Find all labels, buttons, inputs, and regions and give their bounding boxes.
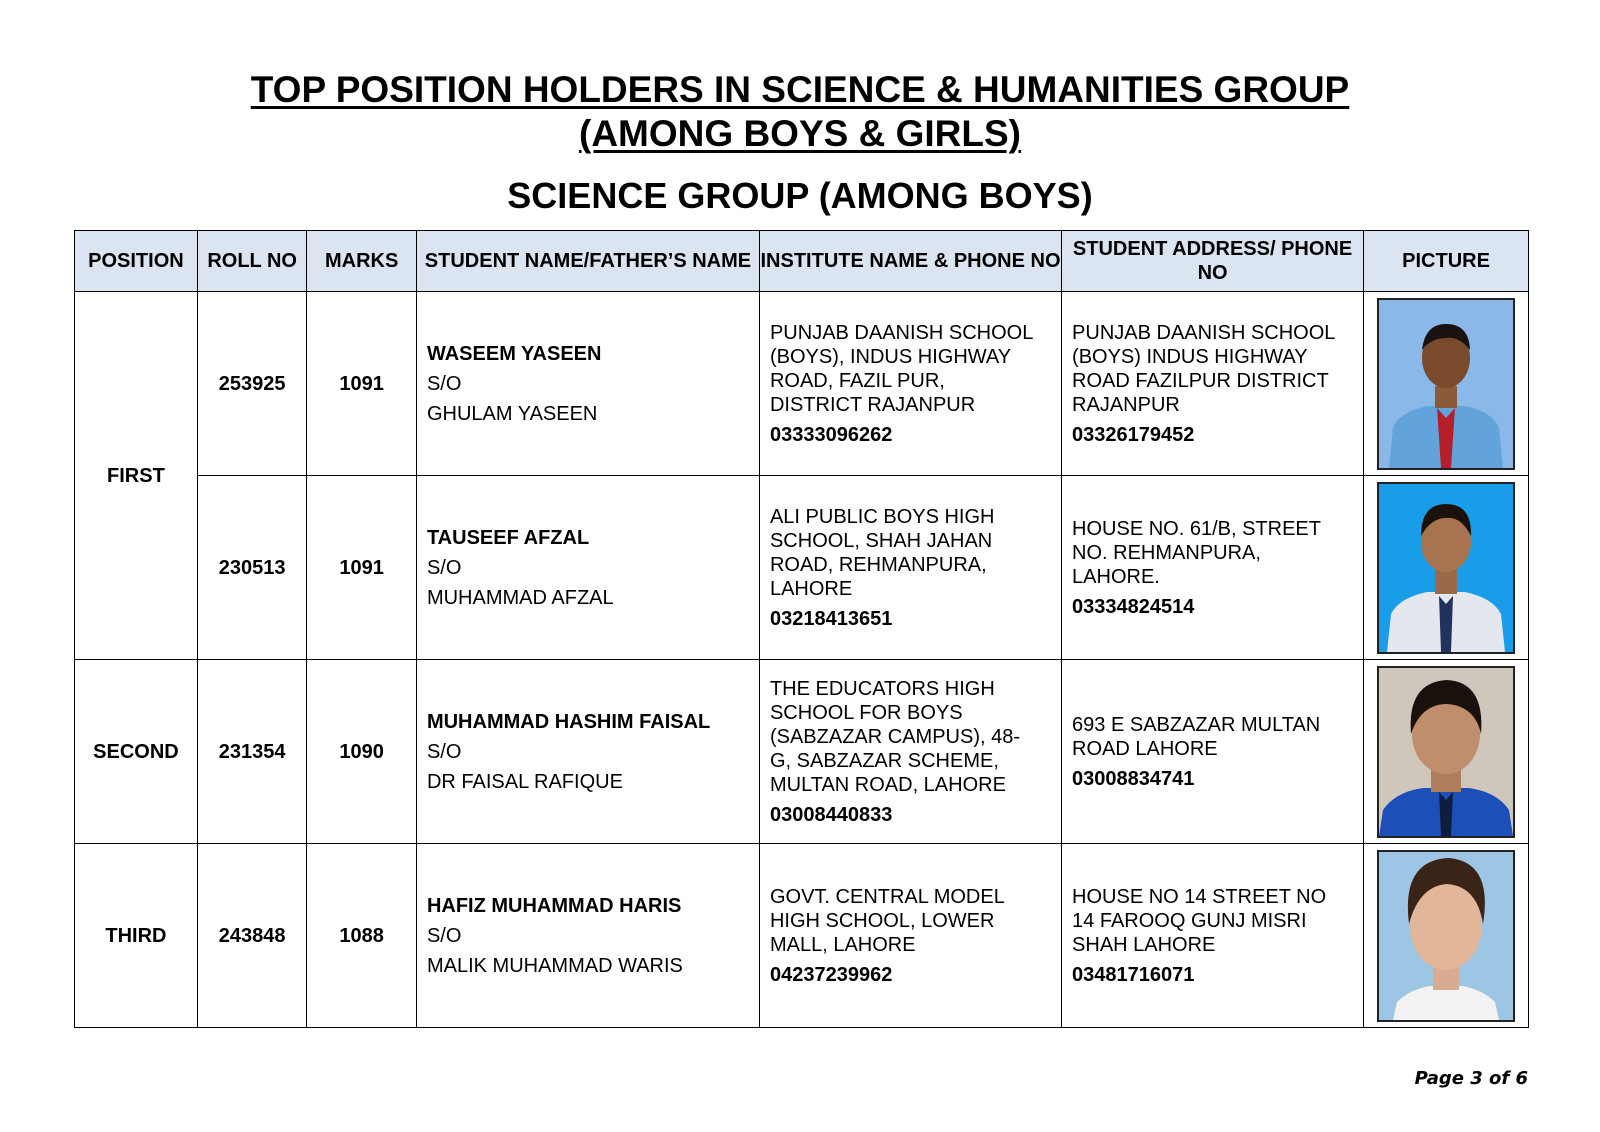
table-header-row bbox=[75, 231, 1529, 292]
institute-line: SCHOOL FOR BOYS bbox=[769, 701, 963, 724]
address-line: HOUSE NO. 61/B, STREET bbox=[1072, 517, 1321, 540]
address-line: RAJANPUR bbox=[1072, 393, 1180, 416]
address-line: ROAD FAZILPUR DISTRICT bbox=[1072, 369, 1329, 392]
marks-cell: 1091 bbox=[307, 292, 417, 476]
institute-line: DISTRICT RAJANPUR bbox=[769, 393, 976, 416]
institute-line: (SABZAZAR CAMPUS), 48- bbox=[769, 725, 1021, 748]
student-name-cell bbox=[416, 292, 759, 476]
address-line: LAHORE. bbox=[1072, 565, 1160, 588]
picture-cell bbox=[1364, 476, 1529, 660]
address-phone: 03326179452 bbox=[1072, 423, 1195, 446]
column-header-institute: INSTITUTE NAME & PHONE NO bbox=[759, 231, 1061, 292]
column-header-address: STUDENT ADDRESS/ PHONE NO bbox=[1062, 231, 1364, 292]
student-photo bbox=[1377, 850, 1515, 1022]
document-subtitle: (AMONG BOYS & GIRLS) bbox=[579, 113, 1021, 154]
institute-line: ALI PUBLIC BOYS HIGH bbox=[769, 505, 995, 528]
father-name: DR FAISAL RAFIQUE bbox=[426, 770, 623, 793]
relation: S/O bbox=[426, 740, 462, 763]
institute-phone: 04237239962 bbox=[769, 963, 893, 986]
institute-phone: 03218413651 bbox=[769, 607, 893, 630]
roll-no-cell: 243848 bbox=[197, 844, 307, 1028]
address-line: NO. REHMANPURA, bbox=[1072, 541, 1261, 564]
institute-line: SCHOOL, SHAH JAHAN bbox=[769, 529, 993, 552]
roll-no-cell: 230513 bbox=[197, 476, 307, 660]
father-name: GHULAM YASEEN bbox=[426, 402, 598, 425]
address-line: (BOYS) INDUS HIGHWAY bbox=[1072, 345, 1308, 368]
table-row bbox=[75, 292, 1529, 476]
address-cell bbox=[1062, 660, 1364, 844]
marks-cell: 1088 bbox=[307, 844, 417, 1028]
institute-line: THE EDUCATORS HIGH bbox=[769, 677, 995, 700]
institute-line: HIGH SCHOOL, LOWER bbox=[769, 909, 995, 932]
institute-line: GOVT. CENTRAL MODEL bbox=[769, 885, 1005, 908]
institute-cell bbox=[759, 660, 1061, 844]
institute-line: ROAD, REHMANPURA, bbox=[769, 553, 987, 576]
institute-cell bbox=[759, 844, 1061, 1028]
position-cell: THIRD bbox=[75, 844, 198, 1028]
address-cell bbox=[1062, 844, 1364, 1028]
document-title: TOP POSITION HOLDERS IN SCIENCE & HUMANITIES GROUP bbox=[250, 69, 1350, 110]
father-name: MALIK MUHAMMAD WARIS bbox=[426, 954, 683, 977]
position-cell: FIRST bbox=[75, 292, 198, 660]
institute-line: ROAD, FAZIL PUR, bbox=[769, 369, 945, 392]
address-line: ROAD LAHORE bbox=[1072, 737, 1218, 760]
address-phone: 03008834741 bbox=[1072, 767, 1195, 790]
address-line: 693 E SABZAZAR MULTAN bbox=[1072, 713, 1321, 736]
student-photo bbox=[1377, 482, 1515, 654]
institute-line: LAHORE bbox=[769, 577, 853, 600]
column-header-picture: PICTURE bbox=[1364, 231, 1529, 292]
student-photo bbox=[1377, 666, 1515, 838]
institute-line: MALL, LAHORE bbox=[769, 933, 916, 956]
student-name: MUHAMMAD HASHIM FAISAL bbox=[426, 710, 711, 733]
institute-line: G, SABZAZAR SCHEME, bbox=[769, 749, 999, 772]
table-row bbox=[75, 660, 1529, 844]
address-line: 14 FAROOQ GUNJ MISRI bbox=[1072, 909, 1307, 932]
institute-cell bbox=[759, 476, 1061, 660]
column-header-student-name: STUDENT NAME/FATHER’S NAME bbox=[416, 231, 759, 292]
student-name-cell bbox=[416, 660, 759, 844]
roll-no-cell: 253925 bbox=[197, 292, 307, 476]
address-cell bbox=[1062, 292, 1364, 476]
column-header-position: POSITION bbox=[75, 231, 198, 292]
table-row bbox=[75, 844, 1529, 1028]
institute-line: MULTAN ROAD, LAHORE bbox=[769, 773, 1006, 796]
relation: S/O bbox=[426, 556, 462, 579]
address-phone: 03334824514 bbox=[1072, 595, 1195, 618]
student-name: TAUSEEF AFZAL bbox=[426, 526, 590, 549]
address-phone: 03481716071 bbox=[1072, 963, 1195, 986]
picture-cell bbox=[1364, 292, 1529, 476]
address-line: HOUSE NO 14 STREET NO bbox=[1072, 885, 1327, 908]
institute-phone: 03333096262 bbox=[769, 423, 893, 446]
page-number: Page 3 of 6 bbox=[1414, 1068, 1528, 1089]
roll-no-cell: 231354 bbox=[197, 660, 307, 844]
position-cell: SECOND bbox=[75, 660, 198, 844]
column-header-marks: MARKS bbox=[307, 231, 417, 292]
institute-line: PUNJAB DAANISH SCHOOL bbox=[769, 321, 1034, 344]
relation: S/O bbox=[426, 372, 462, 395]
address-line: SHAH LAHORE bbox=[1072, 933, 1216, 956]
marks-cell: 1091 bbox=[307, 476, 417, 660]
picture-cell bbox=[1364, 660, 1529, 844]
student-name: WASEEM YASEEN bbox=[426, 342, 602, 365]
address-cell bbox=[1062, 476, 1364, 660]
section-title: SCIENCE GROUP (AMONG BOYS) bbox=[507, 175, 1093, 216]
address-line: PUNJAB DAANISH SCHOOL bbox=[1072, 321, 1336, 344]
institute-line: (BOYS), INDUS HIGHWAY bbox=[769, 345, 1012, 368]
institute-cell bbox=[759, 292, 1061, 476]
student-name-cell bbox=[416, 844, 759, 1028]
institute-phone: 03008440833 bbox=[769, 803, 893, 826]
picture-cell bbox=[1364, 844, 1529, 1028]
marks-cell: 1090 bbox=[307, 660, 417, 844]
column-header-roll-no: ROLL NO bbox=[197, 231, 307, 292]
student-photo bbox=[1377, 298, 1515, 470]
father-name: MUHAMMAD AFZAL bbox=[426, 586, 614, 609]
table-row bbox=[75, 476, 1529, 660]
results-table bbox=[74, 230, 1529, 1028]
student-name-cell bbox=[416, 476, 759, 660]
relation: S/O bbox=[426, 924, 462, 947]
student-name: HAFIZ MUHAMMAD HARIS bbox=[426, 894, 682, 917]
